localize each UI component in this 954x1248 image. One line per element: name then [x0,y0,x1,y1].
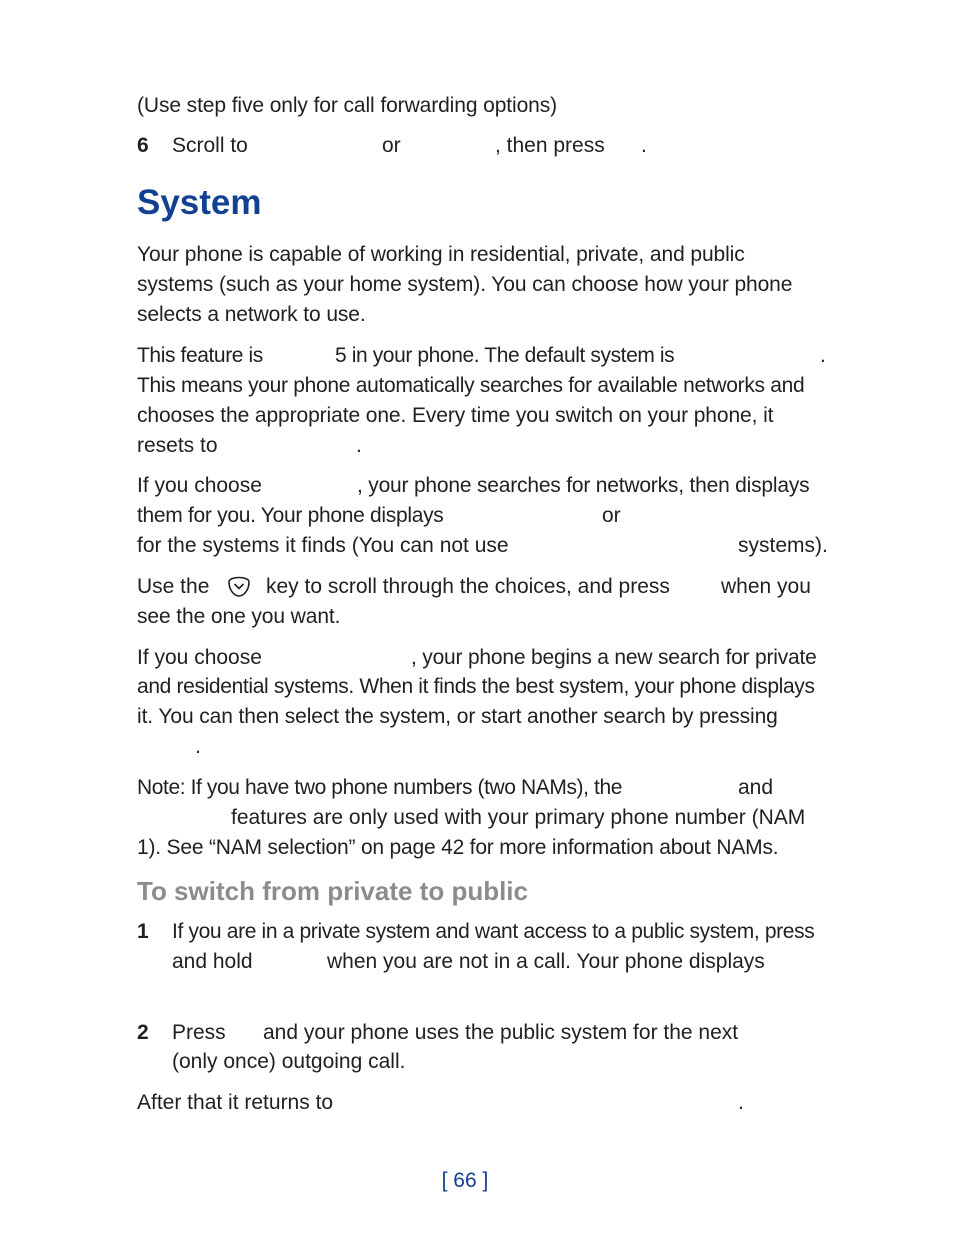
step-text: and hold [172,950,253,973]
paragraph-line: This means your phone automatically searches for available networks and [137,374,805,397]
paragraph-line: chooses the appropriate one. Every time you switch on your phone, it [137,404,774,427]
paragraph-line: for the systems it finds (You can not use [137,534,509,557]
note-line: features are only used with your primary phone number (NAM [231,806,806,829]
step-number: 6 [137,134,149,157]
paragraph-line: see the one you want. [137,605,341,628]
step-text: when you are not in a call. Your phone displays [327,950,765,973]
paragraph-line: resets to [137,434,218,457]
note-line: Note: If you have two phone numbers (two NAMs), the [137,776,623,799]
paragraph-line: . [738,1091,744,1114]
step-text: , then press [495,134,605,157]
paragraph-line: . [195,735,201,758]
paragraph-line: If you choose [137,474,262,497]
paragraph-line: If you choose [137,646,262,669]
paragraph-line: key to scroll through the choices, and press [266,575,670,598]
step-text: (only once) outgoing call. [172,1050,406,1073]
paragraph-line: , your phone searches for networks, then displays [357,474,810,497]
page-title: System [137,183,262,222]
section-heading: To switch from private to public [137,876,528,906]
paragraph-line: Use the [137,575,210,598]
step-number: 2 [137,1021,149,1044]
paragraph-line: them for you. Your phone displays [137,504,444,527]
paragraph-line: systems). [738,534,828,557]
paragraph-line: and residential systems. When it finds the best system, your phone displays [137,675,815,698]
paragraph-line: it. You can then select the system, or start another search by pressing [137,705,778,728]
paragraph-line: After that it returns to [137,1091,334,1114]
paragraph-line: . [820,344,826,367]
step-text: or [382,134,401,157]
intro-note: (Use step five only for call forwarding options) [137,94,558,117]
page-number: [ 66 ] [441,1169,489,1192]
note-line: and [738,776,774,799]
step-text: . [641,134,647,157]
paragraph-line: 5 in your phone. The default system is [335,344,675,367]
paragraph-line: systems (such as your home system). You can choose how your phone [137,273,793,296]
paragraph-line: Your phone is capable of working in residential, private, and public [137,243,745,266]
paragraph-line: . [356,434,362,457]
step-text: Scroll to [172,134,248,157]
note-line: 1). See “NAM selection” on page 42 for more information about NAMs. [137,836,779,859]
paragraph-line: when you [721,575,811,598]
scroll-key-icon [226,573,252,599]
step-text: and your phone uses the public system for the next [263,1021,739,1044]
step-number: 1 [137,920,149,943]
paragraph-line: selects a network to use. [137,303,366,326]
step-text: Press [172,1021,226,1044]
paragraph-line: , your phone begins a new search for private [411,646,817,669]
paragraph-line: or [602,504,621,527]
step-text: If you are in a private system and want access to a public system, press [172,920,815,943]
paragraph-line: This feature is [137,344,263,367]
